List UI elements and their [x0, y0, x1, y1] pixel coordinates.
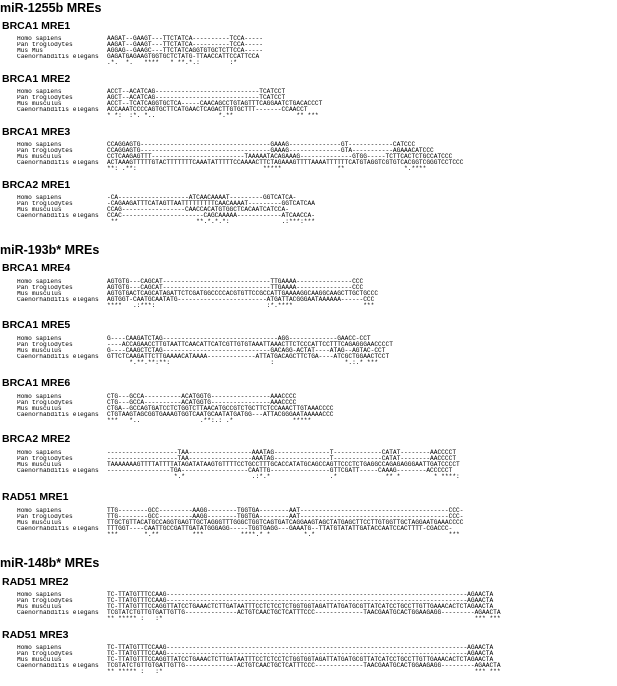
- sequence: ACTAAAGTTTTTGTACTTTTTTTCAAATATTTTTCCAAAACTTCTAGAAAGTTTTAAAATTTTTTCATGTAGGTCGTGTCACGGTCGGGTCCTCCC: [107, 159, 464, 166]
- sequence: TCGTATCTGTTGTGATTGTTG--------------ACTGTCAACTGCTCATTTCCC-------------TAACGAATGCACTGGAAGAGG---------AGAACTA: [107, 662, 501, 669]
- species-name: Caenorhabditis elegans: [17, 107, 99, 113]
- sequence: AGCT--ACATCAG----------------------------TCATCCT: [107, 94, 286, 101]
- sequence: CCAG-----------------CAACCACATGTGGCTCACAATCATCCA-: [107, 206, 289, 213]
- element-title-brca2-mre2: BRCA2 MRE2: [2, 433, 71, 445]
- alignment-row: [17, 360, 393, 366]
- sequence: AGTGTG---CAGCAT-----------------------------TTGAAAA---------------CCC: [107, 284, 364, 291]
- sequence: CCAC----------------------CAGCAAAAA------------ATCAACCA-: [107, 212, 315, 219]
- species-name: Pan troglodytes: [17, 148, 73, 154]
- sequence: AAGAT--GAAGT---TTCTATCA----------TCCA-----: [107, 35, 263, 42]
- species-name: [17, 669, 107, 675]
- sequence: TAAAAAAAGTTTTATTTTATAGATATAAGTGTTTTCCTGCCTTTGCACCATATGCAGCCAGTTCCCTCTGAGGCCAGAGAGGGAATTGATCCCCT: [107, 461, 460, 468]
- sequence: ----ACCAGAACCTTGTAATTCAACATTCATCGTTGTGTAAATTAAACTTCTCCCATTCCTTTCAGAGGGAACCCCT: [107, 341, 393, 348]
- species-name: Mus Mus: [17, 48, 43, 54]
- species-name: Mus musculus: [17, 101, 62, 107]
- sequence: -CAGAAGATTTCATAGTTAATTTTTTTTTCAACAAAAT---------GGTCATCAA: [107, 200, 315, 207]
- alignment-rad51-mre3: [17, 645, 501, 675]
- conservation-line: **** .:***: :*.**** ***: [107, 302, 375, 309]
- element-title-brca1-mre3: BRCA1 MRE3: [2, 126, 71, 138]
- sequence: CTGTAAGTAGCGGTGAAAGTGGTCAATGCAATATGATGG---ATTACGGGAATAAAAACCC: [107, 411, 334, 418]
- alignment-brca1-mre6: [17, 394, 334, 424]
- sequence: CCAGGAGTG-----------------------------------GAAAG--------------GT------------CATCCC: [107, 141, 416, 148]
- species-name: Homo sapiens: [17, 195, 62, 201]
- sequence: -------------------TAA-----------------AAATAG---------------T-------------CATAT--------AACCCCT: [107, 449, 457, 456]
- conservation-line: ** **.*.*.*: .:***:***: [107, 218, 315, 225]
- species-name: [17, 418, 107, 424]
- element-title-brca1-mre2: BRCA1 MRE2: [2, 73, 71, 85]
- species-name: Homo sapiens: [17, 645, 62, 651]
- alignment-row: [17, 60, 263, 66]
- sequence: -CA-------------------ATCAACAAAAT---------GGTCATCA-: [107, 194, 297, 201]
- species-name: Caenorhabditis elegans: [17, 54, 99, 60]
- species-name: Homo sapiens: [17, 508, 62, 514]
- sequence: TTGCTGTTACATGCCAGGTGAGTTGCTAGGGTTTGGGCTGGTCAGTGATCAGGAAGTAGCTATGAGCTTCCTTGTGGTTGCTAGGAATGAAACCCC: [107, 519, 464, 526]
- alignment-rad51-mre1: [17, 508, 463, 538]
- sequence: G----CAAGATCTAG-------------------------------AGG-------------GAACC-CCT: [107, 335, 371, 342]
- sequence: TTG--------GCC---------AAGG--------TGGTGA--------AAT----------------------------------------CCC-: [107, 513, 464, 520]
- species-name: [17, 219, 107, 225]
- sequence: CTGA--GCCAGTGATCCTCTGGTCTTAACATGCCGTCTGCTTCTCCAAACTTGTAAACCCC: [107, 405, 334, 412]
- alignment-row: [17, 418, 334, 424]
- species-name: Caenorhabditis elegans: [17, 213, 99, 219]
- species-name: Caenorhabditis elegans: [17, 354, 99, 360]
- species-name: Caenorhabditis elegans: [17, 526, 99, 532]
- species-name: Caenorhabditis elegans: [17, 412, 99, 418]
- species-name: [17, 474, 107, 480]
- sequence: CCTCAAGAGTTT-------------------------TAAAAATACAGAAAG--------------GTGG-----TCTTCACTCTGCCATCCC: [107, 153, 453, 160]
- species-name: Mus musculus: [17, 462, 62, 468]
- sequence: AAGAT--GAAGT---TTCTATCA----------TCCA-----: [107, 41, 263, 48]
- species-name: Homo sapiens: [17, 279, 62, 285]
- sequence: CCAGGAGTG-----------------------------------GAAAG--------------GTA-----------AGAAACATCCC: [107, 147, 434, 154]
- alignment-row: [17, 166, 463, 172]
- sequence: TC-TTATGTTTCCAAG---------------------------------------------------------------------------------AGAACTA: [107, 597, 494, 604]
- alignment-row: [17, 113, 322, 119]
- element-title-rad51-mre3: RAD51 MRE3: [2, 629, 69, 641]
- species-name: Mus musculus: [17, 207, 62, 213]
- section-title-mir-193b: miR-193b* MREs: [0, 243, 100, 257]
- sequence: TC-TTATGTTTCCAAG---------------------------------------------------------------------------------AGAACTA: [107, 591, 494, 598]
- sequence: TC-TTATGTTTCCAAG---------------------------------------------------------------------------------AGAACTA: [107, 644, 494, 651]
- alignment-brca2-mre2: [17, 450, 460, 480]
- sequence: AGTGGT-CAATGCAATATG------------------------ATGATTACGGGAATAAAAAA------CCC: [107, 296, 375, 303]
- species-name: Homo sapiens: [17, 142, 62, 148]
- conservation-line: *.* .:*.* .* ** * * ****:: [107, 473, 460, 480]
- species-name: Caenorhabditis elegans: [17, 297, 99, 303]
- alignment-brca1-mre3: [17, 142, 463, 172]
- species-name: Homo sapiens: [17, 450, 62, 456]
- species-name: [17, 532, 107, 538]
- alignment-brca1-mre2: [17, 89, 322, 119]
- sequence: TCGTATCTGTTGTGATTGTTG--------------ACTGTCAACTGCTCATTTCCC-------------TAACGAATGCACTGGAAGAGG---------AGAACTA: [107, 609, 501, 616]
- conservation-line: **: .**: ***** ** *.****: [107, 165, 427, 172]
- element-title-rad51-mre1: RAD51 MRE1: [2, 491, 69, 503]
- sequence: -------------------TAA-----------------AAATAG---------------T-------------CATAT--------AACCCCT: [107, 455, 457, 462]
- species-name: [17, 616, 107, 622]
- sequence: CTG---GCCA----------ACATGGTG----------------AAACCCC: [107, 399, 297, 406]
- sequence: GTTCTCAAGATTCTTGAAAACATAAAA-------------ATTATGACAGCTTCTGA----ATCGCTGGAACTCCT: [107, 353, 390, 360]
- sequence: ACCAAATCCCCAGTGCTTCATGAACTCAGACTTGTGCTTT-------CCAACCT: [107, 106, 308, 113]
- conservation-line: *** *.** *** ****.* * *.* ***: [107, 531, 460, 538]
- sequence: GAGATGAGAAGTGGTGCTCTATG-TTAACCATTCCATTCCA: [107, 53, 260, 60]
- species-name: Pan troglodytes: [17, 342, 73, 348]
- alignment-row: [17, 669, 501, 675]
- alignment-row: [17, 474, 460, 480]
- species-name: Pan troglodytes: [17, 651, 73, 657]
- species-name: Caenorhabditis elegans: [17, 160, 99, 166]
- species-name: Pan troglodytes: [17, 95, 73, 101]
- species-name: Mus musculus: [17, 657, 62, 663]
- alignment-row: [17, 303, 378, 309]
- sequence: TC-TTATGTTTCCAGGTTATCCTGAAACTCTTGATAATTTCCTCTCCTCTGGTGGTAGATTATGATGCGTTATCATCCTGCCTTGTTGAAACACTCTAGAACTA: [107, 603, 494, 610]
- conservation-line: *** *.. .**:.: .* *****: [107, 417, 312, 424]
- conservation-line: * *: :*. *.. *.** ** ***: [107, 112, 319, 119]
- section-title-mir-148b: miR-148b* MREs: [0, 556, 100, 570]
- species-name: [17, 113, 107, 119]
- species-name: Pan troglodytes: [17, 598, 73, 604]
- species-name: Homo sapiens: [17, 89, 62, 95]
- element-title-brca1-mre5: BRCA1 MRE5: [2, 319, 71, 331]
- species-name: Caenorhabditis elegans: [17, 663, 99, 669]
- alignment-brca1-mre1: [17, 36, 263, 66]
- species-name: Mus musculus: [17, 406, 62, 412]
- species-name: Homo sapiens: [17, 394, 62, 400]
- alignment-row: [17, 532, 463, 538]
- species-name: Mus musculus: [17, 154, 62, 160]
- species-name: [17, 360, 107, 366]
- alignment-row: [17, 616, 501, 622]
- species-name: Pan troglodytes: [17, 201, 73, 207]
- species-name: [17, 303, 107, 309]
- sequence: TC-TTATGTTTCCAAG---------------------------------------------------------------------------------AGAACTA: [107, 650, 494, 657]
- species-name: [17, 60, 107, 66]
- species-name: Pan troglodytes: [17, 514, 73, 520]
- species-name: Caenorhabditis elegans: [17, 610, 99, 616]
- alignment-brca1-mre4: [17, 279, 378, 309]
- species-name: Pan troglodytes: [17, 285, 73, 291]
- conservation-line: *.**.**:**: : *.:.* ***: [107, 359, 379, 366]
- species-name: Pan troglodytes: [17, 400, 73, 406]
- element-title-brca2-mre1: BRCA2 MRE1: [2, 179, 71, 191]
- conservation-line: ** ***** : :* *** ***: [107, 668, 501, 675]
- sequence: AGGAG--GAAGC---TTCTATCAGGTGTGCTCTTCCA-----: [107, 47, 263, 54]
- alignment-row: [17, 219, 315, 225]
- sequence: AGTGTGACTCAGCATAGATTCTCGATGGCCCCACGTGTTCCGCCATTGAAAAGGCAAGGCAAGCTTGCTGCCC: [107, 290, 379, 297]
- species-name: Homo sapiens: [17, 36, 62, 42]
- species-name: Pan troglodytes: [17, 42, 73, 48]
- alignment-brca2-mre1: [17, 195, 315, 225]
- sequence: TTG--------GCC---------AAGG--------TGGTGA--------AAT----------------------------------------CCC-: [107, 507, 464, 514]
- sequence: ACCT--TCATCAGGTGCTCA-----CAACAGCCTGTAGTTTCAGGAATCTGACACCCT: [107, 100, 323, 107]
- sequence: G----CAAGCTCTAG-----------------------------GACAGG-ACTAT----ATAG--AGTAC-CCT: [107, 347, 386, 354]
- conservation-line: ** ***** : :* *** ***: [107, 615, 501, 622]
- species-name: Mus musculus: [17, 520, 62, 526]
- conservation-line: .*. *. **** * **.*.: :*: [107, 59, 237, 66]
- species-name: Homo sapiens: [17, 592, 62, 598]
- alignment-rad51-mre2: [17, 592, 501, 622]
- sequence: TTTGGT----CAATTGCCGATTGATATGGGAGG-----TGGTGAGG---GAAATG--TTATGTATATTGATACCAATCCACTTTT-CGACCC-: [107, 525, 453, 532]
- element-title-brca1-mre1: BRCA1 MRE1: [2, 20, 71, 32]
- sequence: TC-TTATGTTTCCAGGTTATCCTGAAACTCTTGATAATTTCCTCTCCTCTGGTGGTAGATTATGATGCGTTATCATCCTGCCTTGTTGAAACACTCTAGAACTA: [107, 656, 494, 663]
- element-title-brca1-mre4: BRCA1 MRE4: [2, 262, 71, 274]
- species-name: Mus musculus: [17, 348, 62, 354]
- sequence: AGTGTG---CAGCAT-----------------------------TTGAAAA---------------CCC: [107, 278, 364, 285]
- sequence: ACCT--ACATCAG----------------------------TCATCCT: [107, 88, 286, 95]
- species-name: Homo sapiens: [17, 336, 62, 342]
- species-name: Mus musculus: [17, 291, 62, 297]
- species-name: Caenorhabditis elegans: [17, 468, 99, 474]
- species-name: [17, 166, 107, 172]
- sequence: -----------------TGA------------------CAATTG----------------GTTCGATT-----CAAAG--------ACCCCCT: [107, 467, 453, 474]
- section-title-mir-1255b: miR-1255b MREs: [0, 1, 102, 15]
- element-title-brca1-mre6: BRCA1 MRE6: [2, 377, 71, 389]
- alignment-brca1-mre5: [17, 336, 393, 366]
- sequence: CTG---GCCA----------ACATGGTG----------------AAACCCC: [107, 393, 297, 400]
- species-name: Pan troglodytes: [17, 456, 73, 462]
- species-name: Mus musculus: [17, 604, 62, 610]
- element-title-rad51-mre2: RAD51 MRE2: [2, 576, 69, 588]
